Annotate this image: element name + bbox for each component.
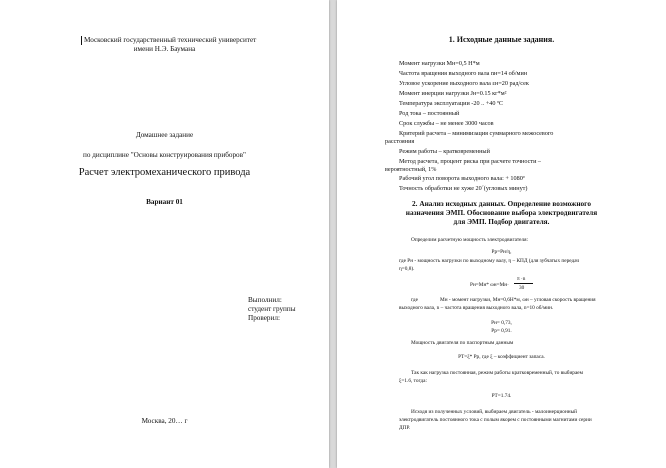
section2-heading-line3: для ЭМП. Подбор двигателя. (453, 217, 550, 226)
passport-text: Мощность двигателя по паспортным данным (411, 340, 514, 346)
where-label: где (411, 297, 418, 303)
result-pt: PT=1.74. (491, 393, 512, 399)
text-cursor (81, 36, 82, 45)
city-year: Москва, 20… г (141, 417, 188, 425)
university-name-line2: имени Н.Э. Баумана (133, 45, 196, 53)
signature-performed: Выполнил: (248, 296, 282, 304)
section1-heading: 1. Исходные данные задания. (448, 35, 555, 44)
assignment-title: Домашнее задание (135, 131, 194, 139)
discipline-line: по дисциплине "Основы конструирования приборов" (83, 151, 246, 159)
signature-checked: Проверил: (248, 314, 280, 322)
formula-pn-main: Pн=Mн* ωн=Mн· (470, 282, 509, 288)
paragraph-line: η=0,8). (399, 266, 415, 272)
intro-text: Определим расчетную мощность электродвигателя: (411, 237, 529, 243)
data-line: вероятностный, 1% (385, 166, 437, 173)
paragraph-line: электродвигатель постоянного тока с полым якорем с постоянными магнитами серии (399, 417, 592, 423)
data-line: Критерий расчета – минимизация суммарного межосевого (399, 130, 554, 137)
data-line: Температура эксплуатации -20 .. +40 ºС (399, 100, 504, 107)
data-line: Частота вращения выходного вала nн=14 об/мин (399, 70, 528, 77)
paragraph-line: где Pн - мощность нагрузки по выходному валу, η – КПД (для зубчатых передач (399, 258, 580, 264)
paragraph-line: Исходя из полученных условий, выбираем двигатель - малоинерционный (411, 409, 578, 415)
paragraph-line: выходного вала, n – частота вращения выходного вала, n=10 об/мин. (399, 305, 554, 311)
formula-pt: PT=ξ* Pp, где ξ – коэффициент запаса. (458, 354, 545, 360)
university-name-line1: Московский государственный технический университет (84, 36, 257, 44)
data-line: Режим работы – кратковременный (399, 148, 490, 155)
title-page (0, 0, 329, 468)
section2-heading-line2: назначения ЭМП. Обоснование выбора электродвигателя (405, 208, 598, 217)
data-line: расстояния (385, 138, 415, 145)
signature-student-group: студент группы (248, 305, 296, 313)
data-line: Род тока – постоянный (399, 110, 460, 117)
result-pn: Pн= 0,73, (491, 320, 512, 326)
data-line: Угловое ускорение выходного вала εн=20 рад/сек (399, 80, 529, 87)
formula-pp: Pp=Pн/η, (491, 249, 512, 255)
data-line: Момент инерции нагрузки Jн=0.15 кг*м² (399, 90, 507, 97)
content-page (337, 0, 666, 468)
formula-pn-denominator: 30 (519, 285, 525, 291)
section2-heading-line1: 2. Анализ исходных данных. Определение возможного (412, 199, 591, 208)
data-line: Точность обработки не хуже 20´(угловых минут) (399, 185, 528, 192)
data-line: Рабочий угол поворота выходного вала: + 1080º (399, 175, 525, 182)
data-line: Метод расчета, процент риска при расчете точности – (399, 158, 542, 165)
formula-pn-numerator: π ·n (517, 276, 526, 282)
paragraph-line: ДПР. (399, 425, 411, 431)
paragraph-line: ξ=1.6, тогда: (399, 378, 427, 384)
paragraph-line: Mн - момент нагрузки, Mн=0,6Н*м, ωн – угловая скорость вращения (440, 297, 596, 303)
result-pp: Pp= 0,91. (491, 328, 512, 334)
variant: Вариант 01 (146, 198, 183, 206)
data-line: Срок службы – не менее 3000 часов (399, 120, 494, 127)
paragraph-line: Так как нагрузка постоянная, режим работы кратковременный, то выбираем (411, 370, 584, 376)
work-title: Расчет электромеханического привода (78, 167, 251, 178)
data-line: Момент нагрузки Mн=0,5 Н*м (399, 60, 480, 67)
fraction-bar (514, 283, 533, 284)
